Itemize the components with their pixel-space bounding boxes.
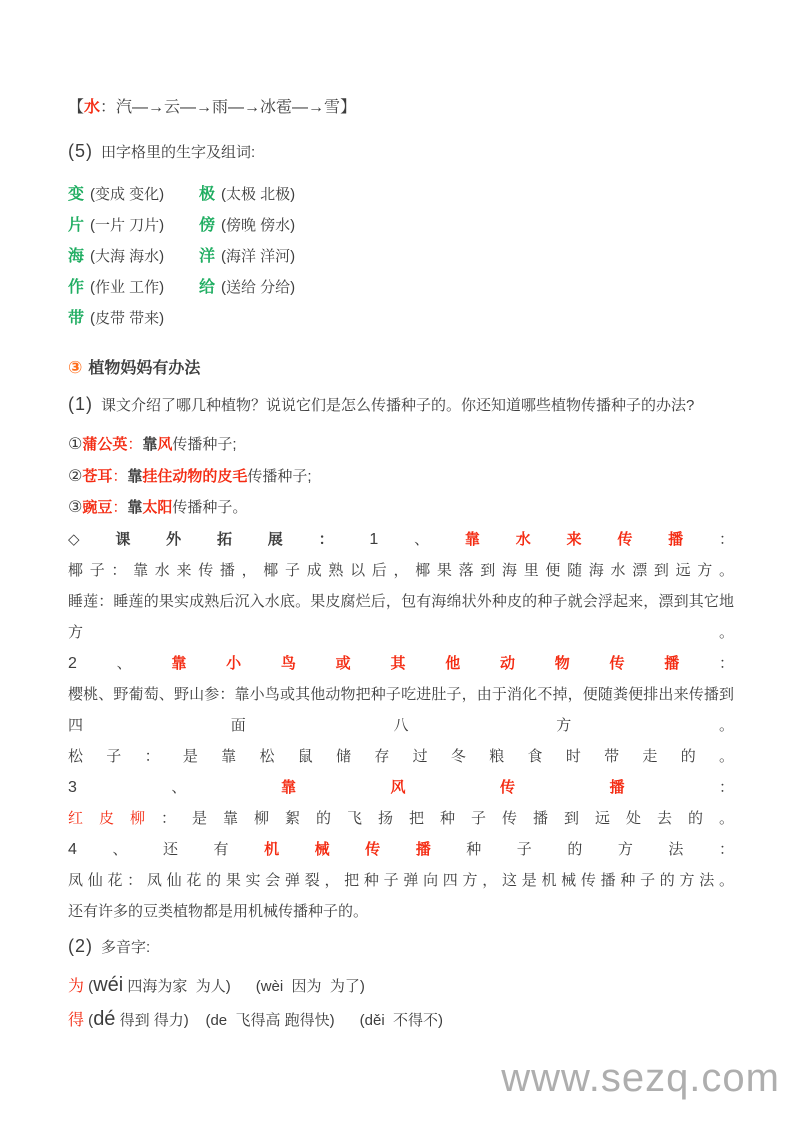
plant-kao: 靠 [127,499,143,516]
diamond-icon: ◇ [68,530,116,548]
new-character: 海 [68,248,85,265]
new-character: 洋 [199,248,216,265]
coconut-text: 椰子：靠水来传播，椰子成熟以后，椰果落到海里便随海水漂到远方。 [68,561,734,579]
polyphone-words: 四海为家 为人) [123,977,231,995]
extension-heading: 课外拓展 [115,530,319,548]
balsam-line [68,865,734,896]
method2-title-line [68,648,734,679]
cherry-paragraph [68,679,734,741]
word-examples: (送给 分给) [221,279,296,296]
word-examples: (太极 北极) [221,186,296,203]
plant-number: ① [68,436,83,453]
dun-mark: 、 [76,654,172,672]
method1-title: 靠水来传播 [464,530,719,548]
polyphone-character: 得 [68,1011,85,1029]
word-grid-cell [68,303,199,334]
new-character: 片 [68,217,85,234]
word-grid-cell [68,272,199,303]
water-chain: 汽—→云—→雨—→冰雹—→雪 [116,99,341,116]
paren-open: ( [84,1011,94,1029]
coconut-line [68,555,734,586]
extension-title-line [68,524,734,555]
word-grid-cell [68,241,199,272]
paren-open: ( [84,977,94,995]
question1-text: 课文介绍了哪几种植物？说说它们是怎么传播种子的。你还知道哪些植物传播种子的办法? [101,397,695,414]
willow-line [68,803,734,834]
method3-colon: ： [718,778,734,796]
lesson3-number-badge: ③ [68,358,83,377]
word-grid-cell [199,241,498,272]
new-character: 傍 [199,217,216,234]
bracket-close: 】 [340,99,357,116]
method4-number: 4 [68,840,77,858]
pinyin-reading: wéi [93,973,124,996]
lesson3-heading [68,356,734,381]
section5-label: (5) [68,141,93,161]
plant-line-pea [68,492,734,524]
word-grid-cell [68,210,199,241]
plant-line-xanthium [68,461,734,493]
word-grid-cell [199,179,498,210]
plant-name: 豌豆 [82,499,113,516]
method1-colon: ： [718,530,734,548]
polyphone-words: 得到 得力) [115,1011,189,1029]
word-grid-cell [199,272,498,303]
word-examples: (变成 变化) [90,186,165,203]
question1-label: (1) [68,394,93,414]
word-grid-cell [68,179,199,210]
method1-number: 1 [369,530,379,548]
word-examples: (一片 刀片) [90,217,165,234]
section5-title: 田字格里的生字及组词: [101,144,256,161]
method4-pre: 还有 [163,840,265,858]
method2-colon: ： [718,654,734,672]
polyphone-row-wei [68,970,734,1002]
plant-rest: 传播种子; [247,467,312,485]
method3-title-line [68,772,734,803]
willow-text: ：是靠柳絮的飞扬把种子传播到远处去的。 [161,809,734,827]
cherry-text: 樱桃、野葡萄、野山参：靠小鸟或其他动物把种子吃进肚子，由于消化不掉，便随粪便排出来传播到四面八方。 [68,685,734,734]
water-keyword: 水 [84,99,101,116]
polyphone-words: (wèi 因为 为了) [230,977,365,995]
question2-label: (2) [68,935,93,956]
word-examples: (大海 海水) [90,248,165,265]
waterlily-text: 睡莲：睡莲的果实成熟后沉入水底。果皮腐烂后，包有海绵状外种皮的种子就会浮起来，漂到其它地方。 [68,592,734,641]
method4-title-line [68,834,734,865]
bracket-open: 【 [68,99,85,116]
method2-title: 靠小鸟或其他动物传播 [171,654,719,672]
method3-title: 靠风传播 [280,778,719,796]
dun-mark: 、 [76,778,281,796]
extension-colon: ： [318,530,370,548]
dun-mark: 、 [378,530,465,548]
balsam-text: 凤仙花：凤仙花的果实会弹裂，把种子弹向四方，这是机械传播种子的方法。 [68,871,734,889]
word-examples: (皮带 带来) [90,310,165,327]
question2-title: 多音字: [101,938,151,956]
plant-colon: ： [112,499,128,516]
method4-title: 机械传播 [264,840,467,858]
method3-number: 3 [68,778,77,796]
willow-name: 红皮柳 [68,809,161,827]
polyphone-words: (de 飞得高 跑得快) [188,1011,335,1029]
new-character: 变 [68,186,85,203]
water-colon: ： [100,99,117,116]
plant-line-dandelion [68,429,734,461]
new-character: 作 [68,279,85,296]
new-character: 给 [199,279,216,296]
polyphone-words: (děi 不得不) [334,1011,443,1029]
question1 [68,389,734,421]
plant-method: 挂住动物的皮毛 [142,467,248,485]
plant-colon: ： [112,467,128,485]
word-examples: (傍晚 傍水) [221,217,296,234]
beans-line [68,896,734,927]
document-page [68,96,734,1036]
plant-name: 苍耳 [82,467,113,485]
dun-mark: 、 [76,840,163,858]
plant-number: ③ [68,499,83,516]
plant-name: 蒲公英 [82,436,128,453]
waterlily-paragraph [68,586,734,648]
watermark: www.sezq.com [501,1056,780,1100]
question2-heading [68,934,734,960]
method4-colon: ： [718,840,734,858]
pine-nut-text: 松子：是靠松鼠储存过冬粮食时带走的。 [68,747,734,765]
plant-number: ② [68,467,83,485]
lesson3-title: 植物妈妈有办法 [88,360,201,377]
pinyin-reading: dé [93,1007,116,1030]
plant-kao: 靠 [127,467,143,485]
word-grid [68,179,498,334]
plant-method: 太阳 [142,499,173,516]
plant-kao: 靠 [142,436,158,453]
word-grid-cell [199,210,498,241]
new-character: 极 [199,186,216,203]
pine-nut-line [68,741,734,772]
plant-rest: 传播种子。 [172,499,248,516]
water-cycle-line [68,96,734,120]
polyphone-character: 为 [68,977,85,995]
word-examples: (作业 工作) [90,279,165,296]
polyphone-row-de [68,1004,734,1036]
beans-text: 还有许多的豆类植物都是用机械传播种子的。 [68,902,369,920]
method2-number: 2 [68,654,77,672]
plant-colon: ： [127,436,143,453]
plant-rest: 传播种子; [172,436,237,453]
plant-method: 风 [157,436,173,453]
section5-heading [68,139,734,165]
new-character: 带 [68,310,85,327]
method4-post: 种子的方法 [466,840,719,858]
word-examples: (海洋 洋河) [221,248,296,265]
